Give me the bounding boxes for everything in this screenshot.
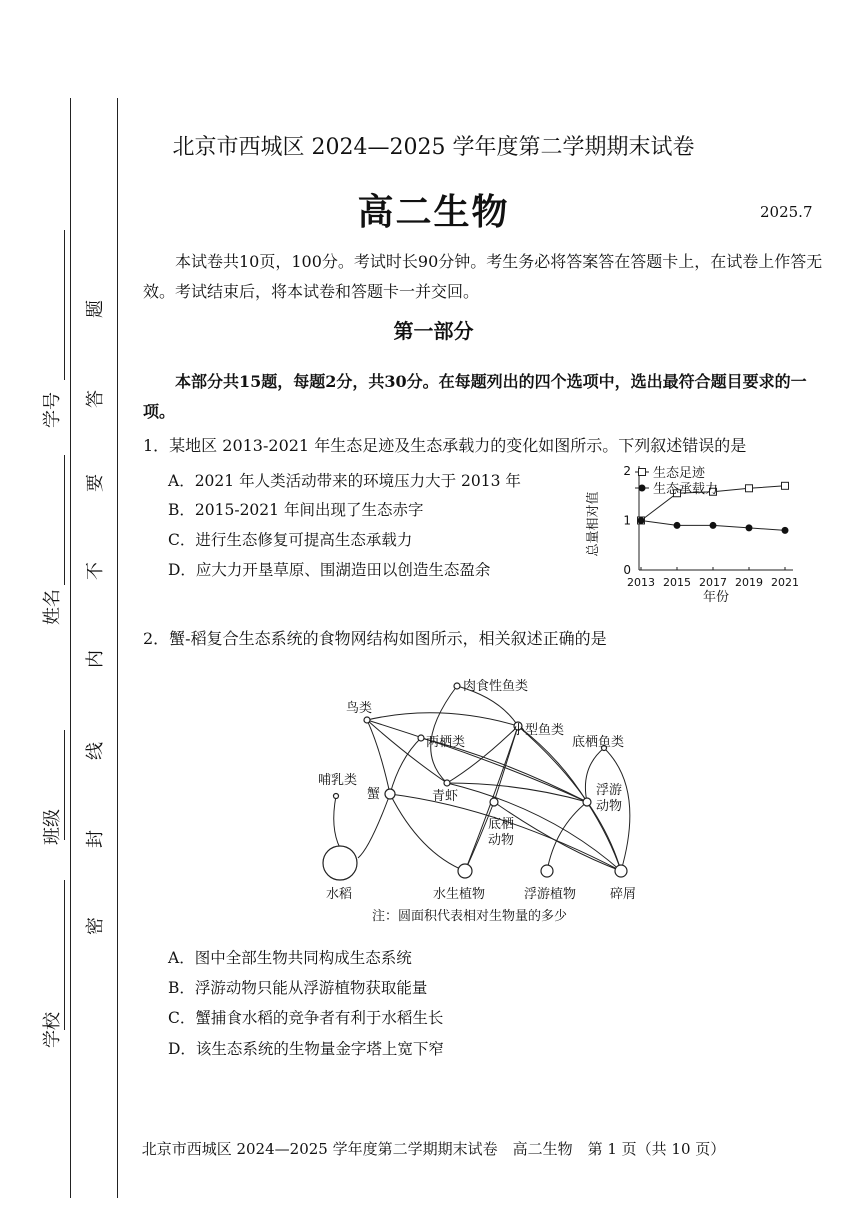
label-qingxia: 青虾 [432, 789, 459, 804]
xuexiao-blank [64, 880, 65, 1030]
seal-char-feng: 封 [85, 830, 106, 848]
x-tick-label: 2013 [627, 576, 655, 589]
label-rous: 肉食性鱼类 [463, 679, 529, 694]
edge-xie-shuidao [358, 794, 390, 858]
y-tick-label: 2 [623, 463, 631, 478]
y-tick-label: 0 [623, 563, 631, 577]
legend-label-1: 生态足迹 [653, 466, 706, 481]
node-buru [334, 794, 339, 799]
seal-char-xian: 线 [85, 742, 106, 760]
q2-stem: 2．蟹-稻复合生态系统的食物网结构如图所示，相关叙述正确的是 [143, 629, 607, 648]
label-diqiyu: 底栖鱼类 [572, 735, 625, 750]
node-diqidongwu [490, 798, 498, 806]
label-liangqi: 两栖类 [426, 735, 466, 750]
label-xuexiao: 学校 [42, 1012, 63, 1048]
q1-option-d: D．应大力开垦草原、围湖造田以创造生态盈余 [168, 561, 491, 579]
part-title: 第一部分 [393, 319, 474, 343]
seal-char-yao: 要 [85, 474, 106, 492]
seal-char-mi: 密 [85, 917, 106, 935]
banji-blank [64, 730, 65, 840]
q1-option-b: B．2015-2021 年间出现了生态赤字 [168, 501, 424, 519]
part-intro: 本部分共15题，每题2分，共30分。在每题列出的四个选项中，选出最符合题目要求的一项。 [143, 372, 807, 421]
label-fuyoudongwu-1: 浮游 [596, 783, 623, 798]
node-rous [454, 683, 460, 689]
seal-char-da: 答 [85, 390, 106, 408]
label-xuehao: 学号 [42, 392, 63, 428]
instructions: 本试卷共10页，100分。考试时长90分钟。考生务必将答案答在答题卡上，在试卷上作答无效。考试结束后，将本试卷和答题卡一并交回。 [143, 252, 823, 301]
label-shuidao: 水稻 [326, 887, 353, 902]
node-fuyoudongwu [583, 798, 591, 806]
q2-option-a: A．图中全部生物共同构成生态系统 [168, 949, 412, 967]
node-xie [385, 789, 395, 799]
node-shuidao [323, 846, 357, 880]
q1-line-chart [575, 458, 810, 613]
node-qingxia [444, 780, 450, 786]
label-fuyouzhiwu: 浮游植物 [524, 887, 577, 902]
point-chengzaili [638, 517, 645, 524]
q2-option-d: D．该生态系统的生物量金字塔上宽下窄 [168, 1040, 444, 1058]
point-chengzaili [710, 522, 717, 529]
q2-note: 注：圆面积代表相对生物量的多少 [372, 909, 568, 924]
label-buru: 哺乳类 [318, 773, 358, 788]
point-zuji [782, 482, 789, 489]
seal-char-bu: 不 [85, 562, 106, 580]
point-chengzaili [782, 527, 789, 534]
y-axis-label: 总量相对值 [586, 491, 601, 557]
edge-buru-shuidao [334, 796, 340, 848]
point-zuji [746, 485, 753, 492]
q2-food-web [300, 668, 660, 928]
xuehao-blank [64, 230, 65, 380]
legend-marker-1 [639, 469, 646, 476]
x-tick-label: 2019 [735, 576, 763, 589]
page-footer: 北京市西城区 2024—2025 学年度第二学期期末试卷 高二生物 第 1 页（共 10 页） [141, 1140, 726, 1158]
node-shuisheng [458, 864, 472, 878]
q1-option-c: C．进行生态修复可提高生态承载力 [168, 531, 413, 549]
seal-char-ti: 题 [85, 300, 106, 318]
node-suixie [615, 865, 627, 877]
label-diqidongwu-1: 底栖 [488, 817, 515, 832]
node-liangqi [418, 735, 424, 741]
binding-line-right [117, 98, 118, 1198]
point-chengzaili [674, 522, 681, 529]
label-diqidongwu-2: 动物 [488, 833, 515, 848]
xingming-blank [64, 455, 65, 585]
edge-fuyoudongwu-fuyouzhiwu [547, 802, 587, 871]
y-tick-label: 1 [623, 513, 631, 528]
x-tick-label: 2017 [699, 576, 727, 589]
label-shuisheng: 水生植物 [433, 887, 486, 902]
node-fuyouzhiwu [541, 865, 553, 877]
edge-niao-xiaoxing [367, 713, 518, 726]
x-tick-label: 2015 [663, 576, 691, 589]
label-suixie: 碎屑 [610, 887, 637, 902]
seal-char-nei: 内 [85, 650, 106, 668]
edge-niao-xie [367, 720, 390, 794]
label-niao: 鸟类 [346, 701, 373, 716]
q2-option-b: B．浮游动物只能从浮游植物获取能量 [168, 979, 428, 997]
edge-liangqi-xie [390, 738, 421, 794]
label-xiaoxing: 小型鱼类 [512, 723, 565, 738]
label-xingming: 姓名 [42, 589, 63, 625]
exam-date: 2025.7 [760, 203, 813, 221]
point-chengzaili [746, 524, 753, 531]
q1-stem: 1．某地区 2013-2021 年生态足迹及生态承载力的变化如图所示。下列叙述错误的是 [143, 436, 747, 455]
legend-marker-2 [639, 485, 646, 492]
label-xie: 蟹 [367, 787, 381, 802]
node-niao [364, 717, 370, 723]
exam-title: 北京市西城区 2024—2025 学年度第二学期期末试卷 [172, 135, 695, 160]
x-axis-label: 年份 [702, 590, 730, 605]
label-fuyoudongwu-2: 动物 [596, 799, 623, 814]
binding-line-left [70, 98, 71, 1198]
q2-option-c: C．蟹捕食水稻的竞争者有利于水稻生长 [168, 1009, 444, 1027]
subject-title: 高二生物 [357, 191, 510, 233]
legend-label-2: 生态承载力 [653, 482, 719, 497]
x-tick-label: 2021 [771, 576, 799, 589]
label-banji: 班级 [42, 809, 63, 845]
q1-option-a: A．2021 年人类活动带来的环境压力大于 2013 年 [168, 472, 521, 490]
